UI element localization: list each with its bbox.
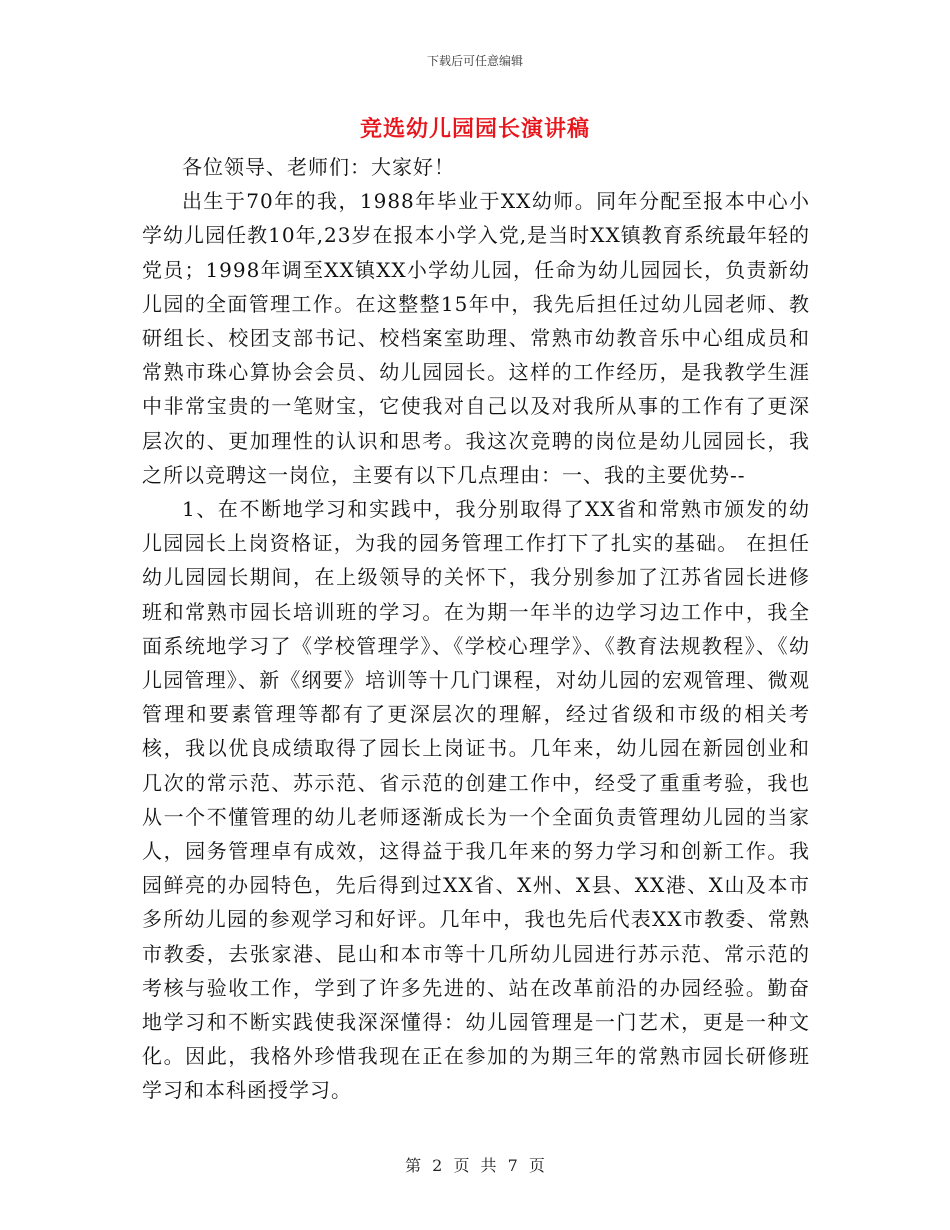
paragraph-greeting: 各位领导、老师们：大家好！ [182, 155, 455, 179]
document-title: 竞选幼儿园园长演讲稿 [359, 117, 590, 142]
page-header-note: 下载后可任意编辑 [426, 54, 523, 68]
paragraph-background: 出生于70年的我，1988年毕业于XX幼师。同年分配至报本中心小学幼儿园任教10年,23岁在报本小学入党,是当时XX镇教育系统最年轻的党员；1998年调至XX镇XX小学幼儿园，任命为幼儿园园长，负责新幼儿园的全面管理工作。在这整整15年中，我先后担任过幼儿园老师、教研组长、校团支部书记、校档案室助理、常熟市幼教音乐中心组成员和常熟市珠心算协会会员、幼儿园园长。这样的工作经历，是我教学生涯中非常宝贵的一笔财宝，它使我对自己以及对我所从事的工作有了更深层次的、更加理性的认识和思考。我这次竞聘的岗位是幼儿园园长，我之所以竞聘这一岗位，主要有以下几点理由：一、我的主要优势-- [142, 189, 810, 487]
page-number: 第 2 页 共 7 页 [405, 1156, 545, 1175]
paragraph-advantage-1: 1、在不断地学习和实践中，我分别取得了XX省和常熟市颁发的幼儿园园长上岗资格证，为我的园务管理工作打下了扎实的基础。 在担任幼儿园园长期间，在上级领导的关怀下，我分别参加了江苏省园长进修班和常熟市园长培训班的学习。在为期一年半的边学习边工作中，我全面系统地学习了《学校管理学》、《学校心理学》、《教育法规教程》、《幼儿园管理》、新《纲要》培训等十几门课程，对幼儿园的宏观管理、微观管理和要素管理等都有了更深层次的理解，经过省级和市级的相关考核，我以优良成绩取得了园长上岗证书。几年来，幼儿园在新园创业和几次的常示范、苏示范、省示范的创建工作中，经受了重重考验，我也从一个不懂管理的幼儿老师逐渐成长为一个全面负责管理幼儿园的当家人，园务管理卓有成效，这得益于我几年来的努力学习和创新工作。我园鲜亮的办园特色，先后得到过XX省、X州、X县、XX港、X山及本市多所幼儿园的参观学习和好评。几年中，我也先后代表XX市教委、常熟市教委，去张家港、昆山和本市等十几所幼儿园进行苏示范、常示范的考核与验收工作，学到了许多先进的、站在改革前沿的办园经验。勤奋地学习和不断实践使我深深懂得：幼儿园管理是一门艺术，更是一种文化。因此，我格外珍惜我现在正在参加的为期三年的常熟市园长研修班学习和本科函授学习。 [142, 497, 810, 1103]
document-body [142, 150, 810, 1108]
